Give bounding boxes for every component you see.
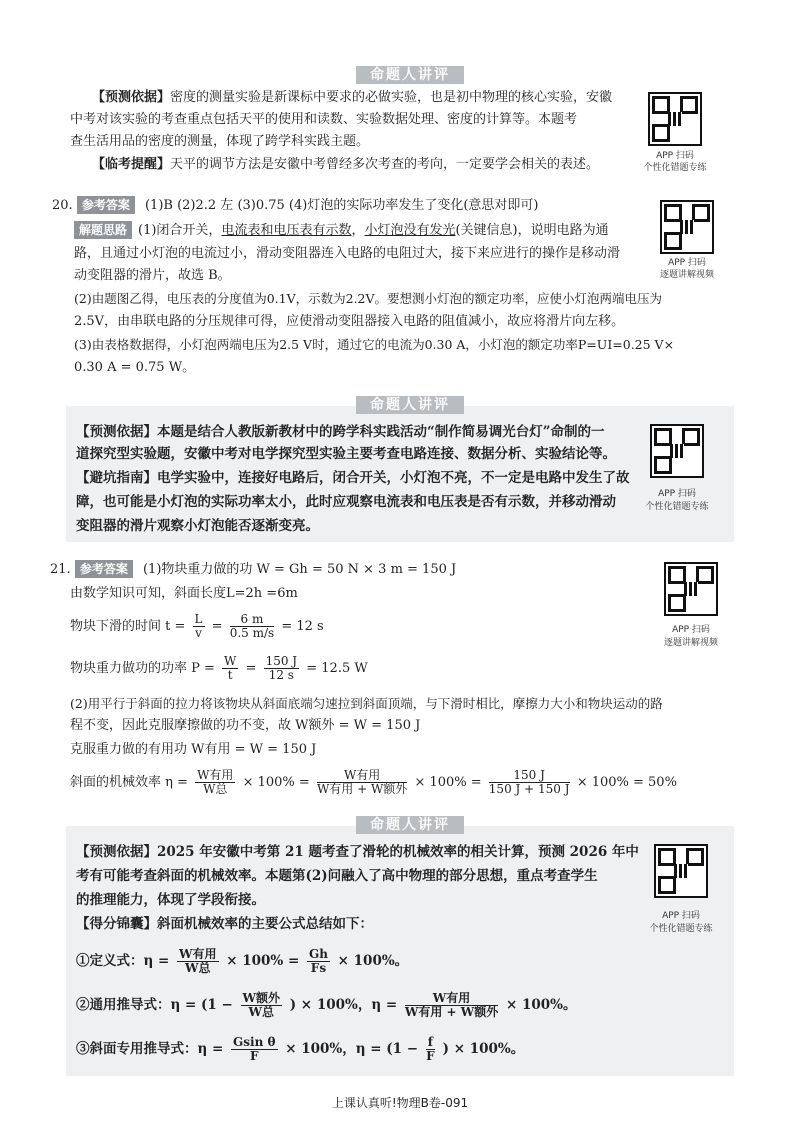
key-info: 电流表和电压表有示数 bbox=[221, 223, 352, 238]
qr-caption: 个性化错题专练 bbox=[649, 924, 713, 934]
numerator: W有用 bbox=[197, 768, 234, 782]
fraction bbox=[489, 769, 570, 796]
text: ②通用推导式：η = (1 − bbox=[76, 997, 233, 1013]
label: 【得分锦囊】 bbox=[76, 916, 157, 932]
numerator: W有用 bbox=[405, 992, 498, 1006]
qr-caption: APP 扫码 bbox=[662, 911, 700, 921]
numerator: L bbox=[194, 612, 203, 626]
q20-answer-row bbox=[52, 196, 539, 216]
numerator: W有用 bbox=[179, 947, 217, 961]
commentary-banner-1: 命题人讲评 bbox=[356, 66, 464, 84]
denominator: F bbox=[250, 1049, 259, 1063]
text-line: 考有可能考查斜面的机械效率。本题第(2)问融入了高中物理的部分思想，重点考查学生 bbox=[76, 868, 598, 884]
label: 【避坑指南】 bbox=[76, 470, 157, 486]
qr-caption: APP 扫码 bbox=[672, 625, 710, 635]
text: ) × 100%，η = bbox=[289, 997, 398, 1013]
prediction-basis-3 bbox=[76, 842, 639, 862]
text: = 12 s bbox=[281, 619, 324, 634]
text: 密度的测量实验是新课标中要求的必做实验，也是初中物理的核心实验，安徽 bbox=[170, 90, 613, 105]
text-line: 道探究型实验题，安徽中考对电学探究型实验主要考查电路连接、数据分析、实验结论等。 bbox=[76, 446, 616, 462]
text-line: 的推理能力，体现了学段衔接。 bbox=[76, 892, 265, 908]
text: × 100%。 bbox=[505, 997, 577, 1013]
qr-caption: APP 扫码 bbox=[668, 258, 706, 268]
text-line: (2)由题图乙得，电压表的分度值为0.1V，示数为2.2V。要想测小灯泡的额定功率，应使小灯泡两端电压为 bbox=[74, 291, 663, 306]
numerator: 6 m bbox=[230, 613, 274, 627]
text: = 12.5 W bbox=[306, 661, 368, 676]
solution-tag: 解题思路 bbox=[74, 221, 132, 239]
text-line: 动变阻器的滑片，故选 B。 bbox=[74, 268, 231, 283]
fraction bbox=[264, 655, 300, 682]
commentary-banner-3: 命题人讲评 bbox=[356, 816, 464, 834]
text-line: 障，也可能是小灯泡的实际功率太小，此时应观察电流表和电压表是否有示数，并移动滑动 bbox=[76, 494, 616, 510]
text: 物块下滑的时间 t = bbox=[70, 619, 186, 634]
text-line: 0.30 A = 0.75 W。 bbox=[74, 360, 196, 375]
text: 天平的调节方法是安徽中考曾经多次考查的考向，一定要学会相关的表述。 bbox=[170, 157, 600, 172]
qr-code-icon[interactable] bbox=[664, 562, 718, 616]
denominator: Fs bbox=[310, 961, 327, 975]
text: 斜面的机械效率 η = bbox=[70, 775, 188, 790]
formula-general bbox=[76, 988, 576, 1022]
fraction bbox=[317, 769, 407, 796]
fraction bbox=[405, 992, 498, 1019]
numerator: 150 J bbox=[265, 654, 298, 668]
qr-caption: 个性化错题专练 bbox=[643, 163, 707, 173]
q20-solution-1 bbox=[74, 221, 609, 241]
text: × 100% = bbox=[414, 775, 482, 790]
text: ③斜面专用推导式：η = bbox=[76, 1041, 224, 1057]
numerator: f bbox=[427, 1035, 433, 1049]
denominator: t bbox=[227, 668, 233, 682]
text: (1)闭合开关， bbox=[138, 223, 222, 238]
text-line: 克服重力做的有用功 W有用 = W = 150 J bbox=[70, 742, 317, 757]
qr-caption: 逐题讲解视频 bbox=[663, 638, 718, 648]
text: × 100% = bbox=[242, 775, 310, 790]
fraction bbox=[307, 948, 330, 975]
qr-caption: 逐题讲解视频 bbox=[659, 270, 714, 280]
qr-caption: 个性化错题专练 bbox=[645, 502, 709, 512]
question-number: 20. bbox=[52, 198, 73, 213]
question-number: 21. bbox=[50, 562, 71, 577]
numerator: 150 J bbox=[489, 769, 570, 783]
answers: (1)B (2)2.2 左 (3)0.75 (4)灯泡的实际功率发生了变化(意思对即可) bbox=[144, 198, 539, 213]
text: 2025 年安徽中考第 21 题考查了滑轮的机械效率的相关计算，预测 2026 年中 bbox=[157, 844, 639, 860]
denominator: 150 J + 150 J bbox=[488, 782, 570, 796]
text: 本题是结合人教版新教材中的跨学科实践活动“制作简易调光台灯”命制的一 bbox=[157, 424, 605, 440]
key-info: 小灯泡没有发光 bbox=[364, 223, 456, 238]
denominator: 12 s bbox=[268, 668, 294, 682]
text: × 100% = bbox=[226, 953, 300, 969]
text: (1)物块重力做的功 W = Gh = 50 N × 3 m = 150 J bbox=[142, 562, 457, 577]
fraction bbox=[241, 992, 282, 1019]
denominator: W有用 + W额外 bbox=[404, 1005, 499, 1019]
denominator: W总 bbox=[203, 782, 228, 796]
fraction bbox=[177, 948, 218, 975]
denominator: v bbox=[195, 626, 202, 640]
text-line: 2.5V，由串联电路的分压规律可得，应使滑动变阻器接入电路的阻值减小，故应将滑片向左移。 bbox=[74, 314, 625, 329]
text-line: 变阻器的滑片观察小灯泡能否逐渐变亮。 bbox=[76, 518, 319, 534]
text: × 100%。 bbox=[337, 953, 409, 969]
text: (关键信息)，说明电路为通 bbox=[455, 223, 609, 238]
text-line: 查生活用品的密度的测量，体现了跨学科实践主题。 bbox=[70, 134, 370, 149]
text: = bbox=[245, 661, 257, 676]
qr-code-icon[interactable] bbox=[654, 844, 708, 898]
text-line: 由数学知识可知，斜面长度L=2h =6m bbox=[70, 586, 298, 601]
qr-code-icon[interactable] bbox=[648, 92, 702, 146]
numerator: Gsin θ bbox=[233, 1035, 276, 1049]
fraction bbox=[426, 1036, 435, 1063]
denominator: 0.5 m/s bbox=[229, 626, 275, 640]
answer-tag: 参考答案 bbox=[77, 196, 135, 214]
text: ①定义式：η = bbox=[76, 953, 170, 969]
qr-caption: APP 扫码 bbox=[658, 489, 696, 499]
q21-answer-row bbox=[50, 560, 456, 580]
q21-efficiency-formula bbox=[70, 766, 677, 800]
text-line: 中考对该实验的考查重点包括天平的使用和读数、实验数据处理、密度的计算等。本题考 bbox=[70, 112, 578, 127]
text: × 100% = 50% bbox=[576, 775, 677, 790]
commentary-banner-2: 命题人讲评 bbox=[356, 396, 464, 414]
scoring-tips bbox=[76, 914, 373, 934]
numerator: W bbox=[224, 654, 237, 668]
answer-tag: 参考答案 bbox=[75, 560, 133, 578]
fraction bbox=[222, 655, 238, 682]
fraction bbox=[193, 613, 205, 640]
qr-caption: APP 扫码 bbox=[656, 151, 694, 161]
text: 斜面机械效率的主要公式总结如下： bbox=[157, 916, 373, 932]
qr-code-icon[interactable] bbox=[650, 424, 704, 478]
label: 【预测依据】 bbox=[76, 844, 157, 860]
text: ， bbox=[351, 223, 365, 238]
fraction bbox=[231, 1036, 277, 1063]
text: 物块重力做功的功率 P = bbox=[70, 661, 215, 676]
text: 电学实验中，连接好电路后，闭合开关，小灯泡不亮，不一定是电路中发生了故 bbox=[157, 470, 630, 486]
prediction-basis-2 bbox=[76, 422, 605, 442]
formula-definition bbox=[76, 944, 408, 978]
text: ) × 100%。 bbox=[442, 1041, 525, 1057]
fraction bbox=[195, 769, 235, 796]
exam-reminder bbox=[92, 155, 599, 175]
text-line: (2)用平行于斜面的拉力将该物块从斜面底端匀速拉到斜面顶端，与下滑时相比，摩擦力大小和物块运动的路 bbox=[70, 696, 663, 711]
denominator: W总 bbox=[248, 1005, 275, 1019]
pitfall-guide bbox=[76, 468, 630, 488]
prediction-basis-1 bbox=[92, 88, 612, 108]
text: × 100%，η = (1 − bbox=[285, 1041, 419, 1057]
denominator: W总 bbox=[185, 961, 211, 975]
text: = bbox=[211, 619, 223, 634]
page-footer: 上课认真听!物理B卷-091 bbox=[331, 1096, 469, 1110]
label: 【临考提醒】 bbox=[92, 157, 171, 172]
text-line: 路，且通过小灯泡的电流过小，滑动变阻器连入电路的电阻过大，接下来应进行的操作是移动滑 bbox=[74, 246, 621, 261]
formula-incline bbox=[76, 1032, 524, 1066]
text-line: 程不变，因此克服摩擦做的功不变，故 W额外 = W = 150 J bbox=[70, 718, 421, 733]
denominator: W有用 + W额外 bbox=[316, 782, 408, 796]
text-line: (3)由表格数据得，小灯泡两端电压为2.5 V时，通过它的电流为0.30 A，小灯泡的额定功率P=UI=0.25 V× bbox=[74, 337, 675, 352]
q21-power-formula bbox=[70, 654, 368, 684]
numerator: W额外 bbox=[242, 991, 281, 1005]
fraction bbox=[230, 613, 274, 640]
numerator: Gh bbox=[308, 947, 328, 961]
q21-time-formula bbox=[70, 612, 324, 642]
label: 【预测依据】 bbox=[76, 424, 157, 440]
qr-code-icon[interactable] bbox=[660, 200, 714, 254]
denominator: F bbox=[426, 1049, 435, 1063]
numerator: W有用 bbox=[317, 769, 407, 783]
label: 【预测依据】 bbox=[92, 90, 171, 105]
